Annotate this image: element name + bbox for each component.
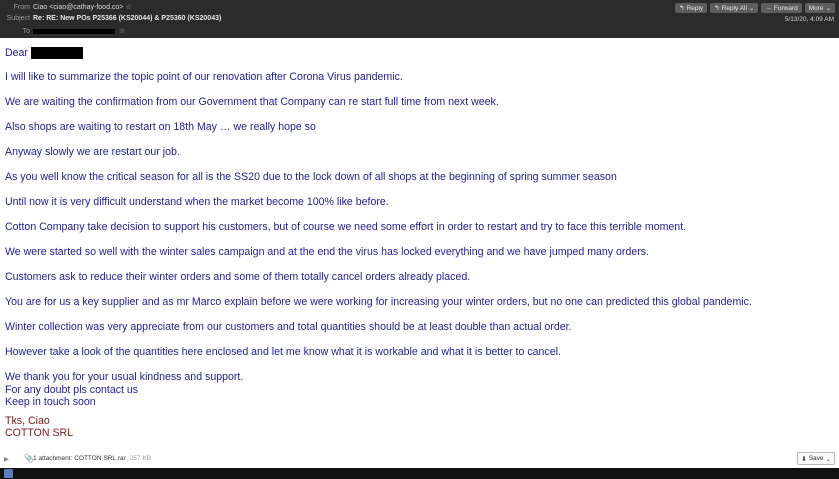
closing-line: Keep in touch soon [5, 396, 96, 408]
paragraph: However take a look of the quantities here enclosed and let me know what it is workable and what it is better to cancel. [5, 346, 561, 358]
reply-icon: ↰ [679, 5, 685, 12]
reply-button[interactable]: ↰ Reply [675, 3, 707, 13]
forward-icon: → [765, 4, 772, 12]
paragraph: Until now it is very difficult understand when the market become 100% like before. [5, 196, 389, 208]
paragraph: Also shops are waiting to restart on 18th May … we really hope so [5, 121, 316, 133]
greeting: Dear [5, 40, 835, 65]
message-header [0, 0, 839, 38]
star-icon[interactable]: ☆ [118, 28, 126, 35]
star-icon[interactable]: ☆ [125, 4, 132, 11]
chevron-down-icon: ⌄ [825, 455, 831, 463]
paragraph: You are for us a key supplier and as mr Marco explain before we were working for increasing your winter orders, but no one can predicted this global pandemic. [5, 296, 752, 308]
forward-button[interactable]: → Forward [761, 3, 801, 13]
subject-row [0, 15, 221, 22]
message-body [5, 40, 835, 440]
paragraph: Customers ask to reduce their winter orders and some of them totally cancel orders already placed. [5, 271, 471, 283]
more-button[interactable]: More ⌄ [805, 3, 835, 13]
chevron-down-icon: ⌄ [825, 5, 831, 12]
paragraph: Anyway slowly we are restart our job. [5, 146, 180, 158]
status-bar [0, 468, 839, 479]
signature-line: COTTON SRL [5, 427, 74, 439]
redacted-recipient [33, 29, 115, 34]
subject-value: Re: RE: New POs P25366 (KS20044) & P25360 (KS20043) [33, 15, 222, 22]
message-date: 5/13/20, 4:09 AM [784, 16, 834, 23]
paragraph: We are waiting the confirmation from our Government that Company can re start full time from next week. [5, 96, 499, 108]
paragraph: We were started so well with the winter sales campaign and at the end the virus has locked everything and we have jumped many orders. [5, 246, 650, 258]
to-label: To [22, 28, 30, 35]
paragraph: As you well know the critical season for all is the SS20 due to the lock down of all shops at the beginning of spring summer season [5, 171, 617, 183]
chevron-down-icon: ⌄ [748, 5, 755, 12]
save-button[interactable]: ⬇ Save ⌄ [797, 452, 835, 465]
signature [5, 415, 835, 440]
to-row [0, 27, 125, 35]
subject-label: Subject [6, 15, 30, 22]
paragraph: Winter collection was very appreciate from our customers and total quantities should be at least double than actual order. [5, 321, 572, 333]
from-label: From [13, 4, 30, 11]
activity-icon[interactable] [4, 469, 13, 478]
download-icon: ⬇ [801, 455, 807, 463]
closing-line: We thank you for your usual kindness and support. [5, 371, 244, 383]
reply-all-button[interactable]: ↰ Reply All ⌄ [710, 3, 758, 13]
expand-triangle-icon[interactable]: ▶ [4, 456, 9, 463]
message-toolbar [675, 3, 835, 13]
closing-line: For any doubt pls contact us [5, 383, 139, 396]
paperclip-icon: 📎 [24, 454, 34, 463]
attachment-label[interactable]: 1 attachment: COTTON SRL.rar 257 KB [33, 455, 152, 462]
closing [5, 371, 835, 409]
signature-line: Tks, Ciao [5, 414, 50, 427]
from-row [0, 3, 132, 11]
paragraph: I will like to summarize the topic point of our renovation after Corona Virus pandemic. [5, 71, 403, 83]
attachment-bar [0, 451, 839, 467]
redacted-name [31, 47, 83, 59]
attachment-size: 257 KB [129, 455, 152, 462]
from-value[interactable]: Ciao <ciao@cathay-food.co> [33, 4, 124, 11]
reply-all-icon: ↰ [714, 5, 720, 12]
paragraph: Cotton Company take decision to support his customers, but of course we need some effort in order to restart and try to face this terrible moment. [5, 221, 687, 233]
